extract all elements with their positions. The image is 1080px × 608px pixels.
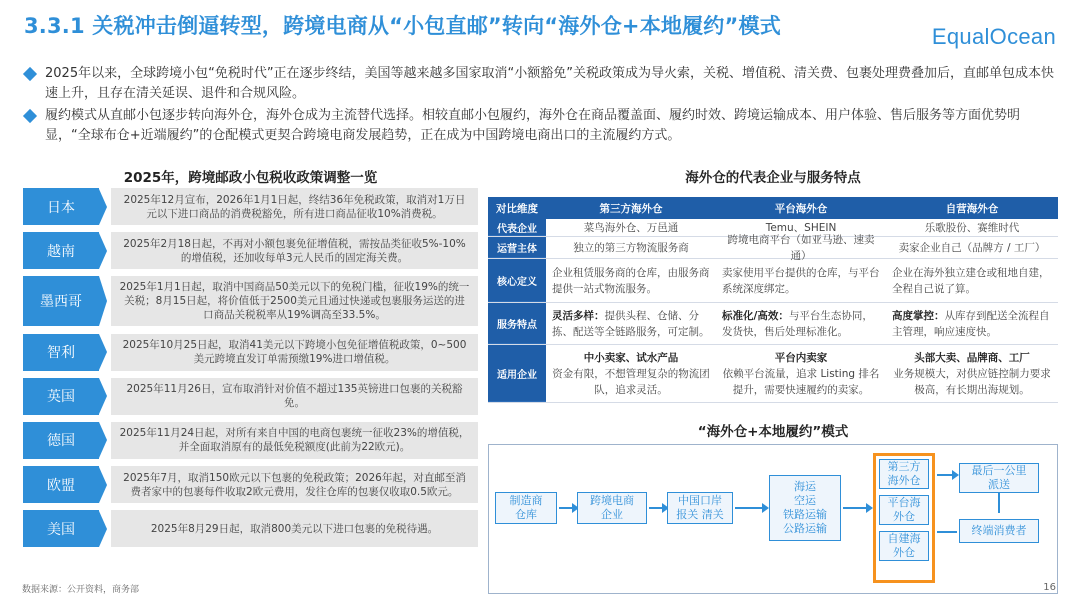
table-cell [886, 303, 1058, 344]
cell-text: 业务规模大，对供应链控制力要求极高，有长期出海规划。 [893, 367, 1051, 396]
policy-desc: 2025年12月宣布，2026年1月1日起，终结36年免税政策，取消对1万日元以下进口商品的消费税豁免，所有进口商品征收10%消费税。 [111, 188, 478, 225]
row-arrow-icon [99, 422, 107, 458]
policy-row [23, 378, 478, 415]
country-label: 欧盟 [23, 466, 99, 503]
policy-list [23, 188, 478, 555]
warehouse-compare-table [488, 197, 1058, 403]
table-cell: 跨境电商平台（如亚马逊、速卖通） [727, 233, 875, 262]
table-cell [716, 345, 886, 402]
cell-lead: 头部大卖、品牌商、工厂 [914, 351, 1030, 364]
table-cell: 乐歌股份、赛维时代 [924, 221, 1020, 234]
cell-text: 与平台生态协同，发货快，售后处理标准化。 [722, 309, 873, 338]
flow-node-last-mile: 最后一公里 派送 [959, 463, 1039, 493]
policy-desc: 2025年11月26日，宣布取消针对价值不超过135英镑进口包裹的关税豁免。 [111, 378, 478, 415]
flow-node-platform-warehouse: 平台海 外仓 [879, 495, 929, 525]
flow-arrow [937, 474, 953, 476]
country-label: 越南 [23, 232, 99, 269]
row-dimension: 适用企业 [488, 345, 546, 402]
flow-node-ecommerce: 跨境电商 企业 [577, 492, 647, 524]
policy-row [23, 422, 478, 459]
bullet-text: 履约模式从直邮小包逐步转向海外仓，海外仓成为主流替代选择。相较直邮小包履约，海外仓在商品覆盖面、履约时效、跨境运输成本、用户体验、售后服务等方面优势明显，“全球布仓+近端履约”的仓配模式更契合跨境电商发展趋势，正在成为中国跨境电商出口的主流履约方式。 [45, 108, 1021, 143]
diamond-bullet-icon [23, 109, 37, 123]
cell-text: 依赖平台流量，追求 Listing 排名提升，需要快速履约的卖家。 [722, 367, 880, 396]
flow-section-title: “海外仓+本地履约”模式 [697, 424, 849, 440]
row-dimension: 代表企业 [488, 219, 546, 236]
flow-node-factory: 制造商 仓库 [495, 492, 557, 524]
policy-desc: 2025年2月18日起，不再对小额包裹免征增值税，需按品类征收5%-10%的增值税，还加收每单3元人民币的固定海关费。 [111, 232, 478, 269]
table-header-cell: 第三方海外仓 [599, 202, 663, 215]
table-cell [546, 345, 716, 402]
flow-arrow [559, 507, 573, 509]
policy-desc: 2025年10月25日起，取消41美元以下跨境小包免征增值税政策，0~500美元跨境直发订单需预缴19%进口增值税。 [111, 334, 478, 371]
table-cell [546, 303, 716, 344]
country-label: 智利 [23, 334, 99, 371]
policy-desc: 2025年11月24日起，对所有来自中国的电商包裹统一征收23%的增值税，并全面取消原有的最低免税额度(此前为22欧元)。 [111, 422, 478, 459]
table-row [488, 259, 1058, 303]
row-arrow-icon [99, 378, 107, 414]
row-dimension: 核心定义 [488, 259, 546, 302]
cell-lead: 灵活多样： [552, 309, 605, 322]
policy-section-title: 2025年，跨境邮政小包税收政策调整一览 [123, 170, 378, 186]
cell-lead: 标准化/高效： [722, 309, 789, 322]
cell-lead: 高度掌控： [892, 309, 945, 322]
bullet-text: 2025年以来，全球跨境小包“免税时代”正在逐步终结，美国等越来越多国家取消“小额豁免”关税政策成为导火索，关税、增值税、清关费、包裹处理费叠加后，直邮单包成本快速上升，且存在清关延误、退件和合规风险。 [45, 66, 1055, 101]
cell-text: 从库存到配送全流程自主管理，响应速度快。 [892, 309, 1050, 338]
row-dimension: 服务特点 [488, 303, 546, 344]
bullet-list [22, 64, 1062, 148]
table-row [488, 233, 1058, 262]
table-cell: 卖家使用平台提供的仓库，与平台系统深度绑定。 [722, 266, 880, 295]
policy-desc: 2025年1月1日起，取消中国商品50美元以下的免税门槛，征收19%的统一关税；8月15日起，将价值低于2500美元且通过快递或包裹服务运送的进口商品关税税率从19%调高至33.5%。 [111, 276, 478, 326]
flow-arrow [649, 507, 663, 509]
flow-node-third-party-warehouse: 第三方 海外仓 [879, 459, 929, 489]
cell-lead: 中小卖家、试水产品 [583, 351, 679, 364]
cell-text: 资金有限，不想管理复杂的物流团队，追求灵活。 [552, 367, 710, 396]
table-header-row [488, 197, 1058, 219]
table-cell: 卖家企业自己（品牌方 / 工厂） [898, 241, 1046, 254]
flow-node-transport: 海运 空运 铁路运输 公路运输 [769, 475, 841, 541]
row-arrow-icon [99, 467, 107, 503]
table-header-cell: 对比维度 [496, 202, 538, 215]
fulfillment-flow-diagram [488, 444, 1058, 594]
cell-text: 提供头程、仓储、分拣、配送等全链路服务，可定制。 [552, 309, 710, 338]
diamond-bullet-icon [23, 67, 37, 81]
country-label: 德国 [23, 422, 99, 459]
policy-row [23, 334, 478, 371]
table-row [488, 303, 1058, 345]
table-row [488, 345, 1058, 403]
policy-desc: 2025年7月，取消150欧元以下包裹的免税政策；2026年起，对直邮至消费者家中的包裹每件收取2欧元费用，发往仓库的包裹仅收取0.5欧元。 [111, 466, 478, 503]
table-cell: 独立的第三方物流服务商 [573, 241, 689, 254]
policy-row [23, 466, 478, 503]
table-header-cell: 自营海外仓 [945, 202, 999, 215]
country-label: 英国 [23, 378, 99, 415]
compare-section-title: 海外仓的代表企业与服务特点 [685, 170, 861, 186]
bullet-item [22, 106, 1062, 146]
row-dimension: 运营主体 [488, 237, 546, 258]
policy-desc: 2025年8月29日起，取消800美元以下进口包裹的免税待遇。 [111, 510, 478, 547]
flow-node-self-run-warehouse: 自建海 外仓 [879, 531, 929, 561]
country-label: 墨西哥 [23, 276, 99, 326]
flow-node-customs: 中国口岸 报关 清关 [667, 492, 733, 524]
flow-arrow [735, 507, 763, 509]
page-title: 3.3.1 关税冲击倒逼转型，跨境电商从“小包直邮”转向“海外仓+本地履约”模式 [24, 14, 781, 38]
row-arrow-icon [99, 189, 107, 225]
policy-row [23, 510, 478, 547]
flow-connector [937, 531, 957, 533]
policy-row [23, 188, 478, 225]
policy-row [23, 232, 478, 269]
row-arrow-icon [99, 233, 107, 269]
table-cell [716, 303, 886, 344]
source-note: 数据来源：公开资料，商务部 [22, 585, 140, 595]
page-number: 16 [1043, 582, 1056, 593]
table-header-cell: 平台海外仓 [774, 202, 828, 215]
flow-connector [998, 493, 1000, 513]
country-label: 日本 [23, 188, 99, 225]
country-label: 美国 [23, 510, 99, 547]
table-cell: Temu、SHEIN [765, 221, 837, 234]
table-cell: 菜鸟海外仓、万邑通 [583, 221, 679, 234]
row-arrow-icon [99, 511, 107, 547]
flow-node-consumer: 终端消费者 [959, 519, 1039, 543]
table-cell: 企业租赁服务商的仓库，由服务商提供一站式物流服务。 [552, 266, 710, 295]
table-cell: 企业在海外独立建仓或租地自建，全程自己说了算。 [892, 266, 1050, 295]
policy-row [23, 276, 478, 326]
flow-arrow [843, 507, 867, 509]
row-arrow-icon [99, 334, 107, 370]
table-cell [886, 345, 1058, 402]
bullet-item [22, 64, 1062, 104]
cell-lead: 平台内卖家 [774, 351, 828, 364]
row-arrow-icon [99, 276, 107, 326]
equalocean-logo: EqualOcean [931, 24, 1056, 49]
